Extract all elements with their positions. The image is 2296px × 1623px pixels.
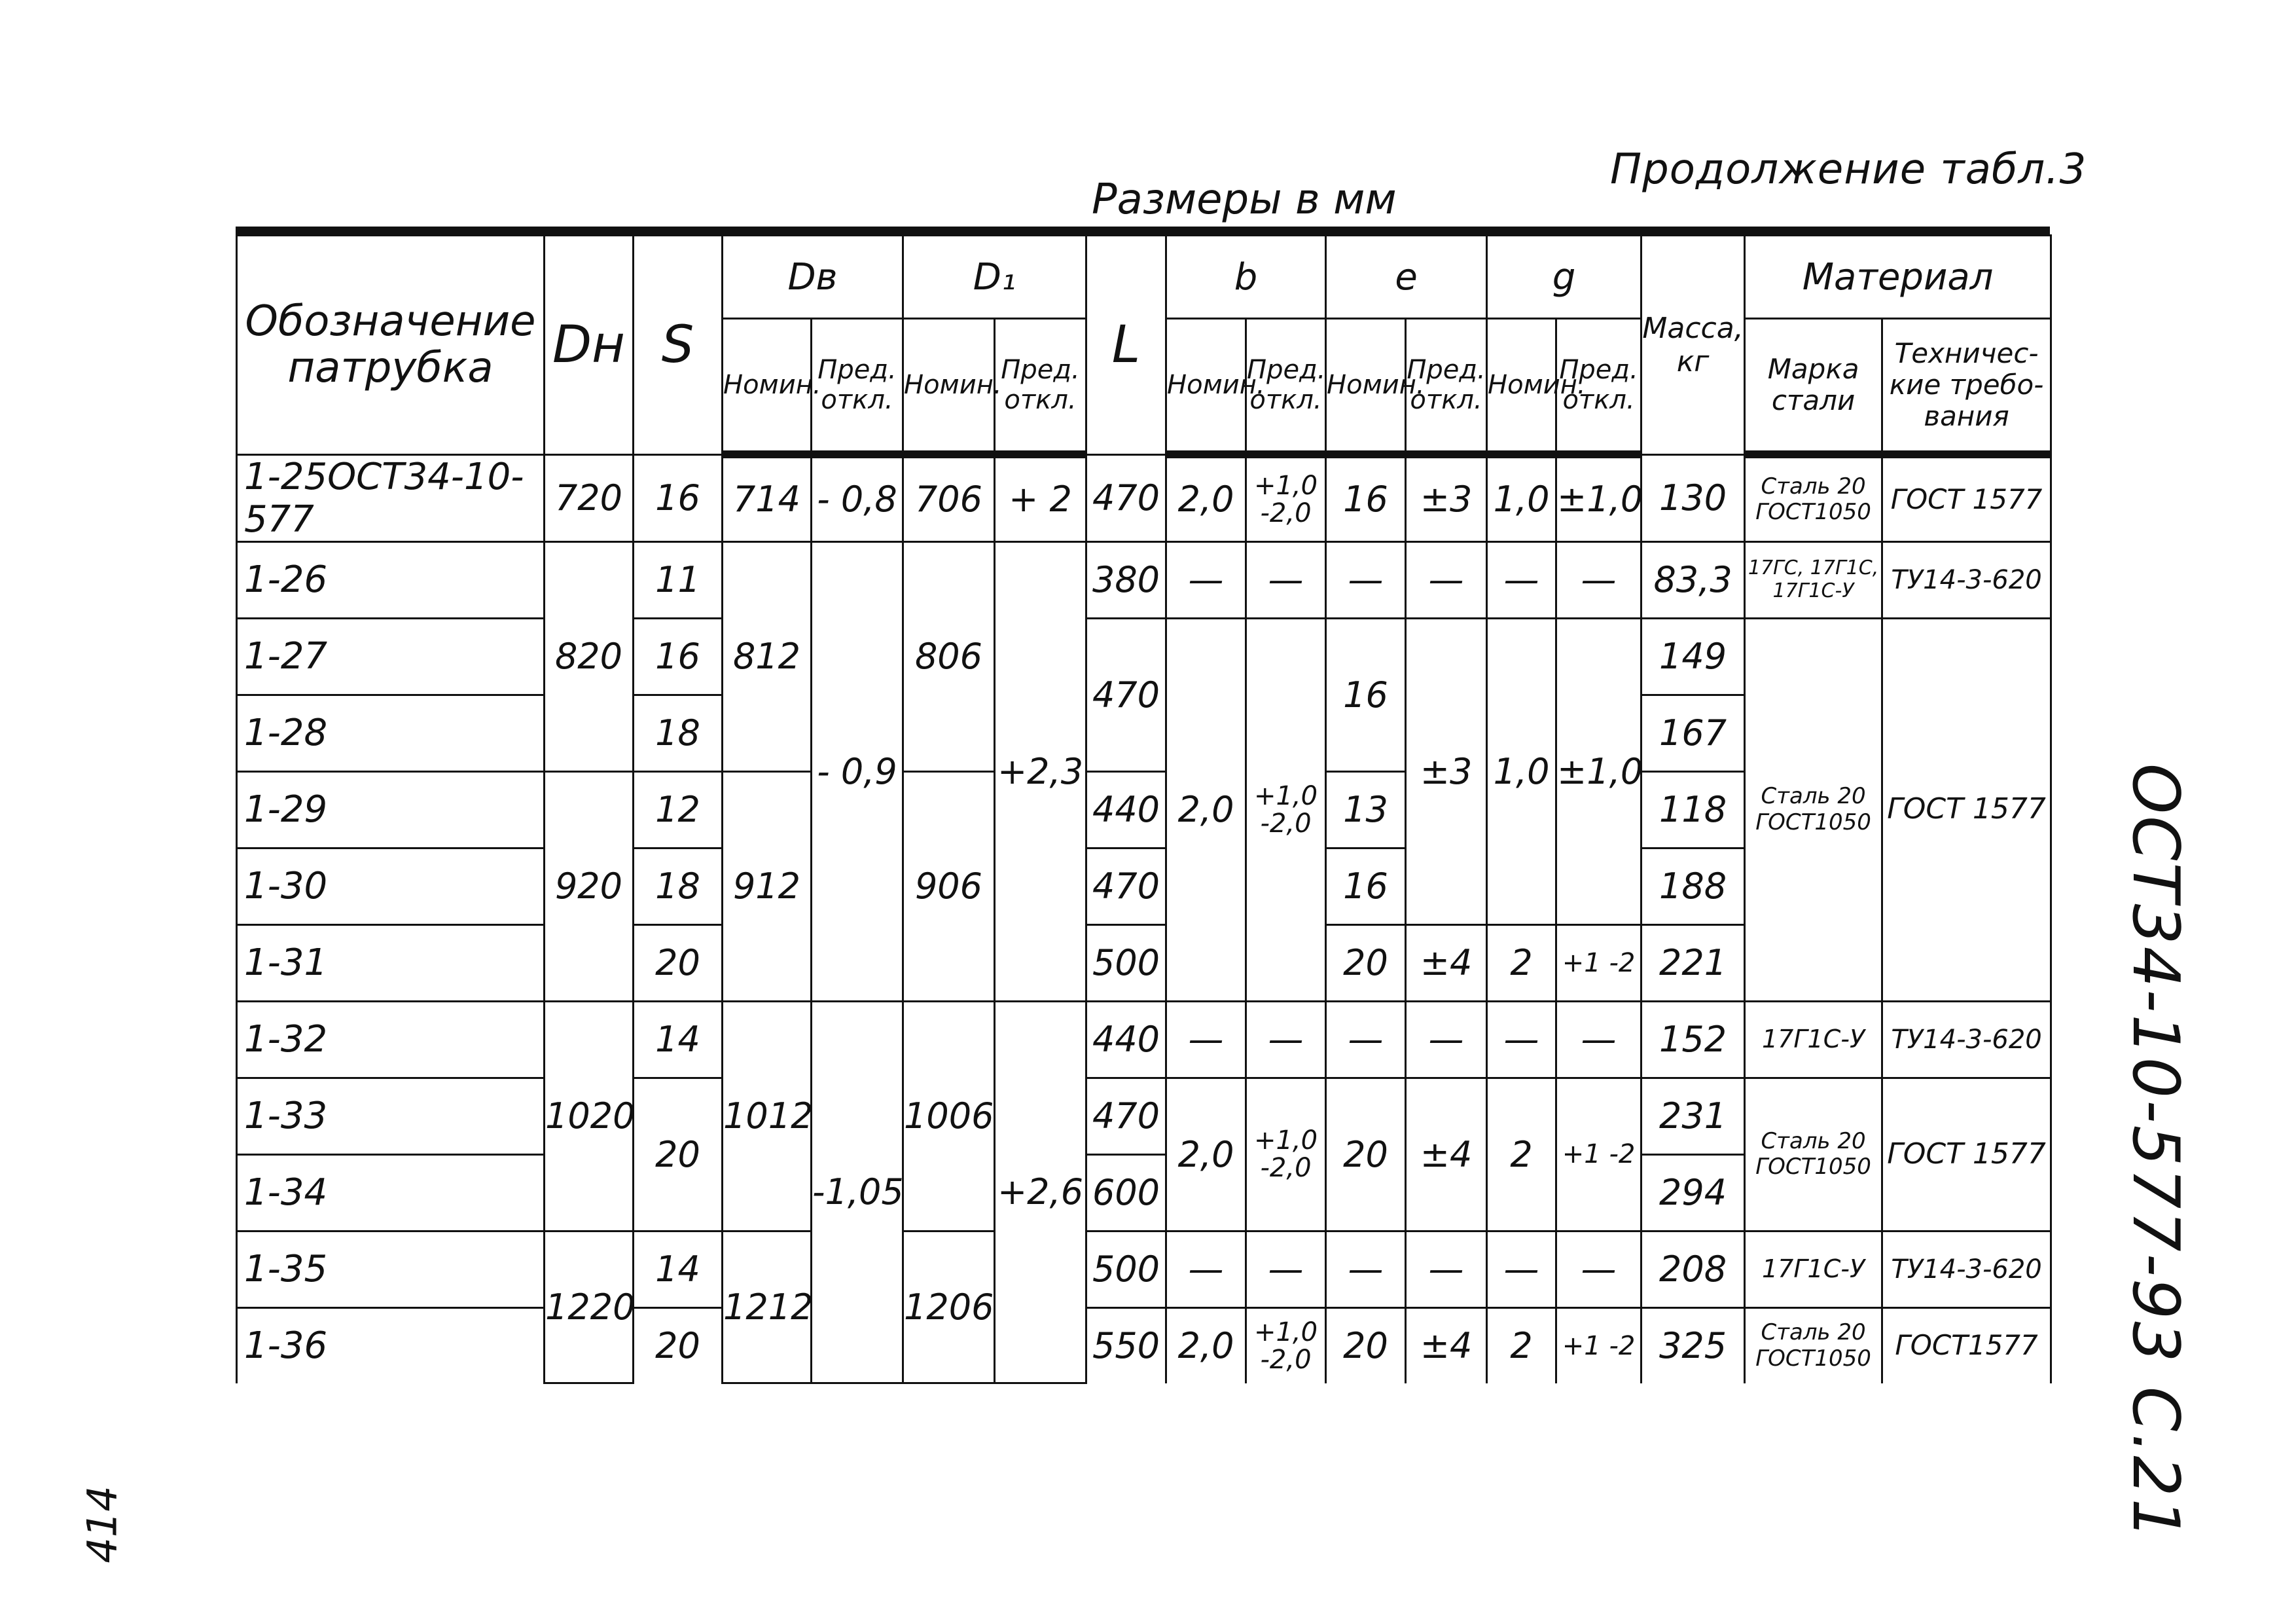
e-dev-cell: ±4 [1406, 924, 1487, 1001]
table-row [237, 1307, 2051, 1383]
d1-nom-cell: 806 [903, 541, 995, 771]
material-tech-requirements: Техничес-кие требо-вания [1882, 319, 2051, 455]
steel-cell: 17ГС, 17Г1С, 17Г1С-У [1745, 541, 1882, 618]
dv-deviation: Пред. откл. [812, 319, 903, 455]
e-dev-cell: — [1406, 1001, 1487, 1078]
d1-nominal: Номин. [903, 319, 995, 455]
b-dev-cell: — [1246, 541, 1326, 618]
g-dev-cell: — [1556, 541, 1641, 618]
col-b: b [1166, 236, 1326, 319]
e-nom-cell: 13 [1326, 771, 1406, 848]
g-nominal: Номин. [1487, 319, 1556, 455]
b-nom-cell: — [1166, 1001, 1246, 1078]
designation-cell: 1-28 [237, 695, 545, 771]
e-dev-cell: ±4 [1406, 1307, 1487, 1383]
col-dn: Dн [545, 236, 634, 455]
designation-cell: 1-25ОСТ34-10-577 [237, 454, 545, 541]
table-row [237, 1078, 2051, 1154]
b-nom-cell: — [1166, 541, 1246, 618]
e-nom-cell: 20 [1326, 1307, 1406, 1383]
dn-cell: 1020 [545, 1001, 634, 1231]
steel-cell: Сталь 20 ГОСТ1050 [1745, 1078, 1882, 1231]
req-cell: ГОСТ1577 [1882, 1307, 2051, 1383]
req-cell: ТУ14-3-620 [1882, 1001, 2051, 1078]
e-deviation: Пред. откл. [1406, 319, 1487, 455]
dv-nom-cell: 714 [723, 454, 812, 541]
table-continuation-caption: Продолжение табл.3 [1610, 145, 2087, 194]
designation-cell: 1-31 [237, 924, 545, 1001]
b-dev-cell: +1,0 -2,0 [1246, 1078, 1326, 1231]
e-nom-cell: — [1326, 541, 1406, 618]
g-dev-cell: +1 -2 [1556, 924, 1641, 1001]
col-d1: D₁ [903, 236, 1086, 319]
req-cell: ТУ14-3-620 [1882, 1231, 2051, 1307]
b-dev-cell: +1,0 -2,0 [1246, 454, 1326, 541]
steel-cell: Сталь 20 ГОСТ1050 [1745, 618, 1882, 1001]
s-cell: 20 [634, 1078, 723, 1231]
g-dev-cell: — [1556, 1001, 1641, 1078]
dv-nom-cell: 1212 [723, 1231, 812, 1383]
g-nom-cell: 1,0 [1487, 618, 1556, 924]
e-nom-cell: 20 [1326, 1078, 1406, 1231]
l-cell: 440 [1086, 1001, 1166, 1078]
l-cell: 380 [1086, 541, 1166, 618]
e-nom-cell: 16 [1326, 618, 1406, 771]
g-nom-cell: 1,0 [1487, 454, 1556, 541]
mass-cell: 294 [1641, 1154, 1745, 1231]
steel-cell: 17Г1С-У [1745, 1001, 1882, 1078]
s-cell: 18 [634, 695, 723, 771]
l-cell: 600 [1086, 1154, 1166, 1231]
l-cell: 470 [1086, 1078, 1166, 1154]
b-nom-cell: 2,0 [1166, 1307, 1246, 1383]
b-nom-cell: 2,0 [1166, 454, 1246, 541]
side-standard-label: ОСТ34-10-577-93 С.21 [2118, 763, 2193, 1542]
dn-cell: 920 [545, 771, 634, 1001]
g-dev-cell: ±1,0 [1556, 454, 1641, 541]
designation-cell: 1-27 [237, 618, 545, 695]
mass-cell: 118 [1641, 771, 1745, 848]
e-nom-cell: 20 [1326, 924, 1406, 1001]
designation-cell: 1-29 [237, 771, 545, 848]
e-nom-cell: — [1326, 1231, 1406, 1307]
s-cell: 20 [634, 1307, 723, 1383]
s-cell: 16 [634, 618, 723, 695]
req-cell: ГОСТ 1577 [1882, 454, 2051, 541]
spec-table [236, 234, 2052, 1384]
table-row [237, 618, 2051, 695]
g-nom-cell: 2 [1487, 1307, 1556, 1383]
mass-cell: 231 [1641, 1078, 1745, 1154]
l-cell: 550 [1086, 1307, 1166, 1383]
g-nom-cell: 2 [1487, 1078, 1556, 1231]
table-row [237, 454, 2051, 541]
dn-cell: 820 [545, 541, 634, 771]
l-cell: 470 [1086, 618, 1166, 771]
l-cell: 500 [1086, 1231, 1166, 1307]
steel-cell: Сталь 20 ГОСТ1050 [1745, 1307, 1882, 1383]
e-dev-cell: — [1406, 541, 1487, 618]
l-cell: 470 [1086, 454, 1166, 541]
b-dev-cell: — [1246, 1001, 1326, 1078]
designation-cell: 1-34 [237, 1154, 545, 1231]
dv-dev-cell: - 0,9 [812, 541, 903, 1001]
g-nom-cell: — [1487, 1001, 1556, 1078]
table-row [237, 541, 2051, 618]
mass-cell: 221 [1641, 924, 1745, 1001]
designation-cell: 1-36 [237, 1307, 545, 1383]
table-top-rule [236, 227, 2050, 234]
col-s: S [634, 236, 723, 455]
col-mass: Масса, кг [1641, 236, 1745, 455]
col-l: L [1086, 236, 1166, 455]
col-designation: Обозначение патрубка [237, 236, 545, 455]
steel-cell: Сталь 20 ГОСТ1050 [1745, 454, 1882, 541]
s-cell: 18 [634, 848, 723, 924]
g-dev-cell: +1 -2 [1556, 1078, 1641, 1231]
g-dev-cell: +1 -2 [1556, 1307, 1641, 1383]
e-nominal: Номин. [1326, 319, 1406, 455]
mass-cell: 188 [1641, 848, 1745, 924]
col-dv: Dв [723, 236, 903, 319]
mass-cell: 208 [1641, 1231, 1745, 1307]
s-cell: 12 [634, 771, 723, 848]
b-dev-cell: +1,0 -2,0 [1246, 1307, 1326, 1383]
g-dev-cell: ±1,0 [1556, 618, 1641, 924]
d1-nom-cell: 1206 [903, 1231, 995, 1383]
mass-cell: 130 [1641, 454, 1745, 541]
table-row [237, 1001, 2051, 1078]
d1-nom-cell: 906 [903, 771, 995, 1001]
g-nom-cell: 2 [1487, 924, 1556, 1001]
s-cell: 20 [634, 924, 723, 1001]
dv-dev-cell: -1,05 [812, 1001, 903, 1383]
g-nom-cell: — [1487, 541, 1556, 618]
mass-cell: 325 [1641, 1307, 1745, 1383]
dv-nom-cell: 1012 [723, 1001, 812, 1231]
mass-cell: 83,3 [1641, 541, 1745, 618]
e-dev-cell: ±4 [1406, 1078, 1487, 1231]
mass-cell: 149 [1641, 618, 1745, 695]
table-row [237, 1231, 2051, 1307]
header-row-top [237, 236, 2051, 319]
dv-nom-cell: 812 [723, 541, 812, 771]
e-dev-cell: ±3 [1406, 454, 1487, 541]
steel-cell: 17Г1С-У [1745, 1231, 1882, 1307]
e-dev-cell: ±3 [1406, 618, 1487, 924]
d1-dev-cell: +2,3 [995, 541, 1086, 1001]
designation-cell: 1-30 [237, 848, 545, 924]
designation-cell: 1-26 [237, 541, 545, 618]
mass-cell: 167 [1641, 695, 1745, 771]
d1-nom-cell: 706 [903, 454, 995, 541]
dv-nominal: Номин. [723, 319, 812, 455]
dv-dev-cell: - 0,8 [812, 454, 903, 541]
col-e: e [1326, 236, 1487, 319]
g-dev-cell: — [1556, 1231, 1641, 1307]
d1-nom-cell: 1006 [903, 1001, 995, 1231]
e-nom-cell: 16 [1326, 848, 1406, 924]
s-cell: 16 [634, 454, 723, 541]
dn-cell: 1220 [545, 1231, 634, 1383]
g-deviation: Пред. откл. [1556, 319, 1641, 455]
d1-deviation: Пред. откл. [995, 319, 1086, 455]
s-cell: 11 [634, 541, 723, 618]
d1-dev-cell: + 2 [995, 454, 1086, 541]
page-number: 414 [78, 1485, 126, 1563]
mass-cell: 152 [1641, 1001, 1745, 1078]
designation-cell: 1-35 [237, 1231, 545, 1307]
designation-cell: 1-33 [237, 1078, 545, 1154]
b-nominal: Номин. [1166, 319, 1246, 455]
col-g: g [1487, 236, 1641, 319]
material-steel-grade: Марка стали [1745, 319, 1882, 455]
g-nom-cell: — [1487, 1231, 1556, 1307]
b-deviation: Пред. откл. [1246, 319, 1326, 455]
e-nom-cell: — [1326, 1001, 1406, 1078]
spec-table-container [236, 227, 2050, 1384]
b-nom-cell: — [1166, 1231, 1246, 1307]
b-nom-cell: 2,0 [1166, 1078, 1246, 1231]
req-cell: ГОСТ 1577 [1882, 1078, 2051, 1231]
s-cell: 14 [634, 1231, 723, 1307]
b-nom-cell: 2,0 [1166, 618, 1246, 1001]
units-caption: Размеры в мм [1092, 175, 1397, 224]
s-cell: 14 [634, 1001, 723, 1078]
dn-cell: 720 [545, 454, 634, 541]
l-cell: 440 [1086, 771, 1166, 848]
req-cell: ГОСТ 1577 [1882, 618, 2051, 1001]
designation-cell: 1-32 [237, 1001, 545, 1078]
col-material: Материал [1745, 236, 2051, 319]
d1-dev-cell: +2,6 [995, 1001, 1086, 1383]
e-dev-cell: — [1406, 1231, 1487, 1307]
l-cell: 470 [1086, 848, 1166, 924]
b-dev-cell: — [1246, 1231, 1326, 1307]
l-cell: 500 [1086, 924, 1166, 1001]
req-cell: ТУ14-3-620 [1882, 541, 2051, 618]
b-dev-cell: +1,0 -2,0 [1246, 618, 1326, 1001]
e-nom-cell: 16 [1326, 454, 1406, 541]
dv-nom-cell: 912 [723, 771, 812, 1001]
